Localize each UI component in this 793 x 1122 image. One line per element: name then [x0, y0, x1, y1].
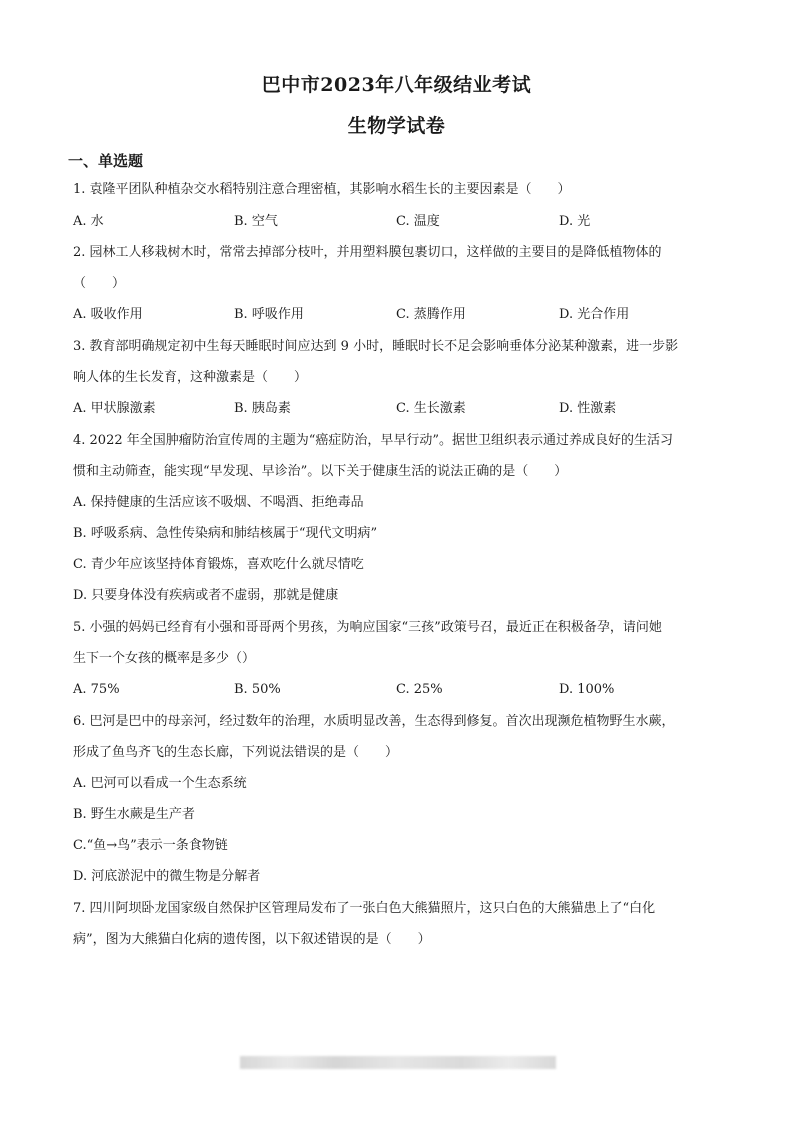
- question-5-option-d: D. 100%: [559, 682, 615, 697]
- question-7-text-cont: 病”，图为大熊猫白化病的遗传图，以下叙述错误的是（ ）: [73, 932, 431, 947]
- question-5-option-a: A. 75%: [73, 682, 120, 697]
- question-5-options: [73, 681, 733, 699]
- question-3-option-b: B. 胰岛素: [234, 401, 291, 416]
- question-6-text: 6. 巴河是巴中的母亲河，经过数年的治理，水质明显改善，生态得到修复。首次出现濒危植物野生水蕨，: [73, 714, 675, 729]
- section-heading: 一、单选题: [68, 152, 144, 170]
- question-3-text-cont: 响人体的生长发育，这种激素是（ ）: [73, 370, 308, 385]
- question-1-option-b: B. 空气: [234, 214, 278, 229]
- question-7-text: 7. 四川阿坝卧龙国家级自然保护区管理局发布了一张白色大熊猫照片，这只白色的大熊猫患上了“白化: [73, 901, 656, 916]
- question-1-text: 1. 袁隆平团队种植杂交水稻特别注意合理密植，其影响水稻生长的主要因素是（ ）: [73, 182, 571, 197]
- exam-subtitle: 生物学试卷: [347, 115, 446, 137]
- question-4-option-c: C. 青少年应该坚持体育锻炼，喜欢吃什么就尽情吃: [73, 557, 364, 572]
- question-1-option-a: A. 水: [73, 214, 104, 229]
- question-6-option-b: B. 野生水蕨是生产者: [73, 807, 195, 822]
- question-2-option-b: B. 呼吸作用: [234, 307, 304, 322]
- question-6-option-d: D. 河底淤泥中的微生物是分解者: [73, 869, 261, 884]
- question-2-text-cont: （ ）: [73, 276, 126, 291]
- question-4-option-b: B. 呼吸系病、急性传染病和肺结核属于“现代文明病”: [73, 526, 378, 541]
- question-1-option-d: D. 光: [559, 214, 591, 229]
- question-5-option-c: C. 25%: [396, 682, 443, 697]
- question-3-option-d: D. 性激素: [559, 401, 617, 416]
- question-3-option-c: C. 生长激素: [396, 401, 466, 416]
- question-6-option-a: A. 巴河可以看成一个生态系统: [73, 776, 247, 791]
- question-4-option-a: A. 保持健康的生活应该不吸烟、不喝酒、拒绝毒品: [73, 495, 364, 510]
- exam-title: 巴中市2023年八年级结业考试: [261, 74, 532, 96]
- question-4-text: 4. 2022 年全国肿瘤防治宣传周的主题为“癌症防治，早早行动”。据世卫组织表示通过养成良好的生活习: [73, 433, 674, 448]
- question-2-option-c: C. 蒸腾作用: [396, 307, 466, 322]
- question-2-option-d: D. 光合作用: [559, 307, 630, 322]
- question-2-option-a: A. 吸收作用: [73, 307, 143, 322]
- question-3-options: [73, 400, 733, 418]
- question-2-text: 2. 园林工人移栽树木时，常常去掉部分枝叶，并用塑料膜包裹切口，这样做的主要目的是降低植物体的: [73, 245, 662, 260]
- question-4-text-cont: 惯和主动筛查，能实现“早发现、早诊治”。以下关于健康生活的说法正确的是（ ）: [73, 464, 568, 479]
- question-3-text: 3. 教育部明确规定初中生每天睡眠时间应达到 9 小时，睡眠时长不足会影响垂体分泌某种激素，进一步影: [73, 339, 679, 354]
- question-5-text: 5. 小强的妈妈已经育有小强和哥哥两个男孩，为响应国家“三孩”政策号召，最近正在积极备孕，请问她: [73, 620, 662, 635]
- footer-watermark: [240, 1056, 556, 1069]
- question-1-options: [73, 213, 733, 231]
- question-3-option-a: A. 甲状腺激素: [73, 401, 156, 416]
- question-6-text-cont: 形成了鱼鸟齐飞的生态长廊，下列说法错误的是（ ）: [73, 745, 399, 760]
- question-1-option-c: C. 温度: [396, 214, 440, 229]
- question-6-option-c: C.“鱼→鸟”表示一条食物链: [73, 838, 228, 853]
- question-5-text-cont: 生下一个女孩的概率是多少（）: [73, 651, 256, 666]
- question-4-option-d: D. 只要身体没有疾病或者不虚弱，那就是健康: [73, 588, 339, 603]
- question-5-option-b: B. 50%: [234, 682, 281, 697]
- question-2-options: [73, 306, 733, 324]
